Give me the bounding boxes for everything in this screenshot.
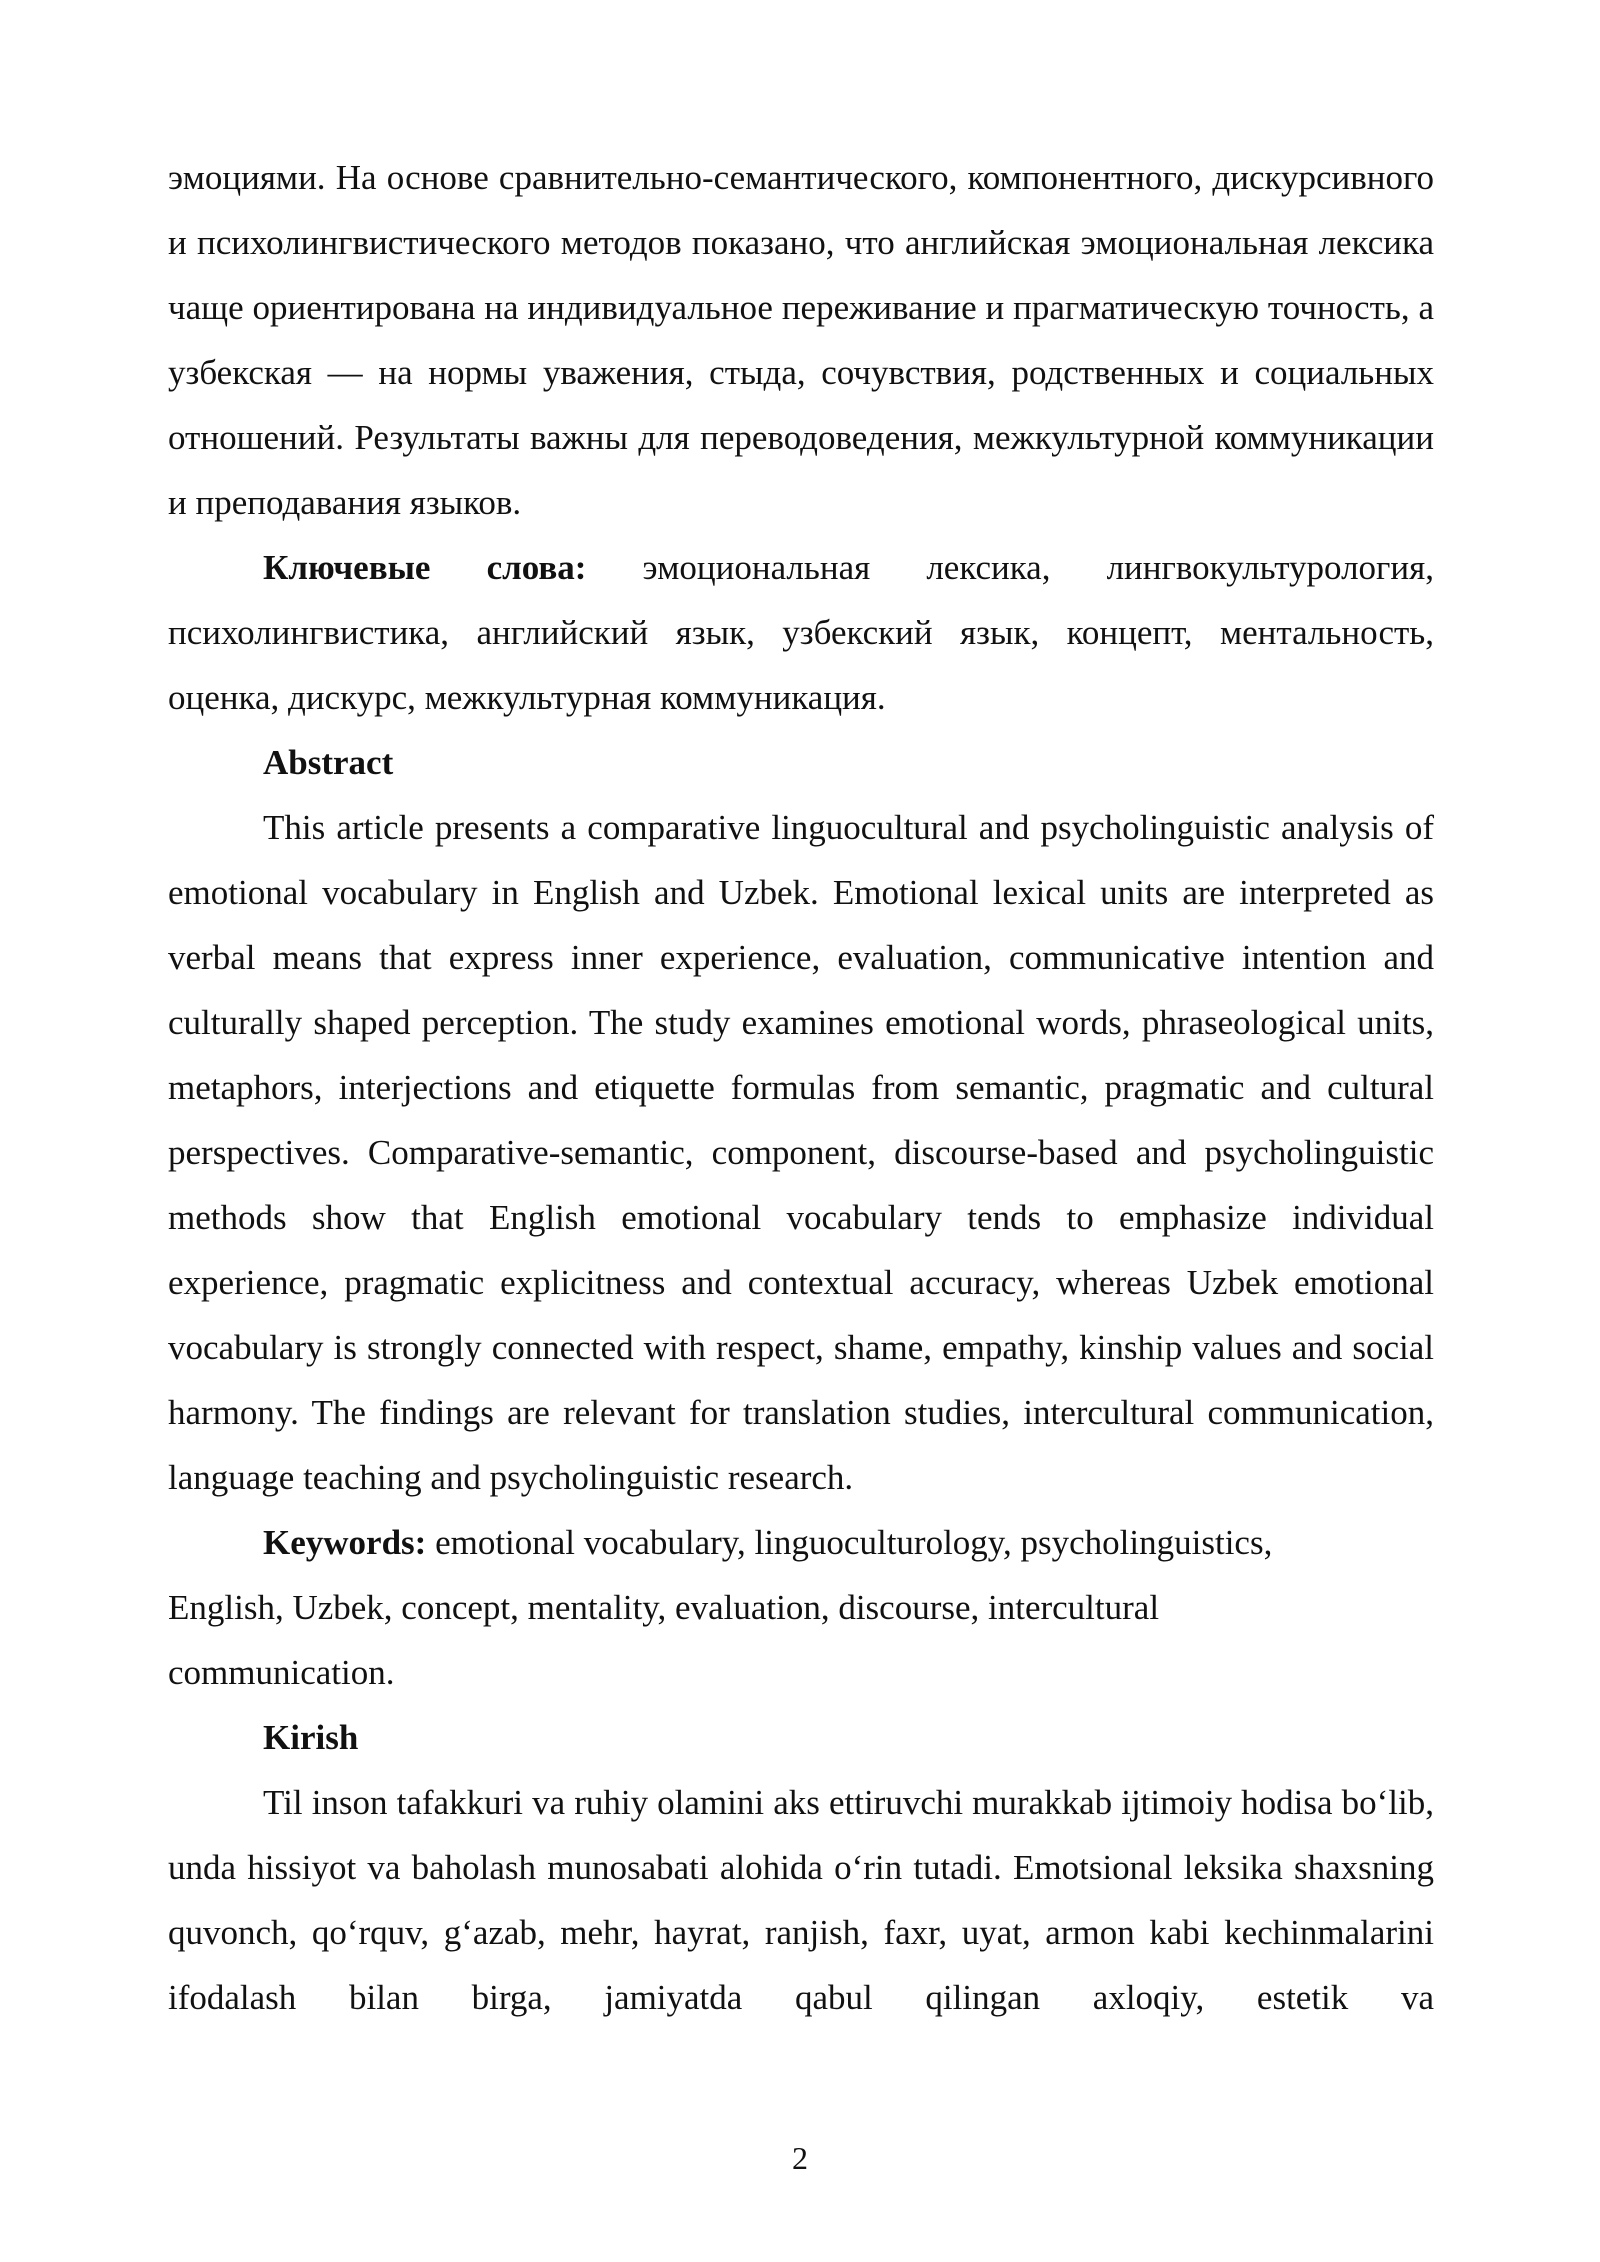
english-keywords-line-1 (168, 1510, 1434, 1575)
russian-keywords-paragraph (168, 535, 1434, 730)
document-page (168, 145, 1434, 2030)
russian-abstract-tail: эмоциями. На основе сравнительно-семантического, компонентного, дискурсивного и психолингвистического методов показано, что английская эмоциональная лексика чаще ориентирована на индивидуальное переживание и прагматическую точность, а узбекская — на нормы уважения, стыда, сочувствия, родственных и социальных отношений. Результаты важны для переводоведения, межкультурной коммуникации и преподавания языков. (168, 158, 1434, 522)
english-keywords-line-3: communication. (168, 1653, 395, 1692)
english-keywords-paragraph (168, 1510, 1434, 1705)
english-keywords-label: Keywords: (263, 1523, 427, 1562)
page-number: 2 (792, 2140, 808, 2176)
abstract-heading: Abstract (263, 743, 394, 782)
russian-keywords-text: эмоциональная лексика, лингвокультурология, психолингвистика, английский язык, узбекский язык, концепт, ментальность, оценка, дискурс, межкультурная коммуникация. (168, 548, 1434, 717)
english-keywords-text: emotional vocabulary, linguoculturology, psycholinguistics, (426, 1523, 1273, 1562)
english-abstract-paragraph: This article presents a comparative linguocultural and psycholinguistic analysis of emotional vocabulary in English and Uzbek. Emotional lexical units are interpreted as verbal means that express inner experience, evaluation, communicative intention and culturally shaped perception. The study examines emotional words, phraseological units, metaphors, interjections and etiquette formulas from semantic, pragmatic and cultural perspectives. Comparative-semantic, component, discourse-based and psycholinguistic methods show that English emotional vocabulary tends to emphasize individual experience, pragmatic explicitness and contextual accuracy, whereas Uzbek emotional vocabulary is strongly connected with respect, shame, empathy, kinship values and social harmony. The findings are relevant for translation studies, intercultural communication, language teaching and psycholinguistic research. (168, 808, 1434, 1497)
english-keywords-line-2: English, Uzbek, concept, mentality, evaluation, discourse, intercultural (168, 1588, 1160, 1627)
russian-keywords-label: Ключевые слова: (263, 548, 587, 587)
kirish-paragraph: Til inson tafakkuri va ruhiy olamini aks ettiruvchi murakkab ijtimoiy hodisa bo‘lib, unda hissiyot va baholash munosabati alohida o‘rin tutadi. Emotsional leksika shaxsning quvonch, qo‘rquv, g‘azab, mehr, hayrat, ranjish, faxr, uyat, armon kabi kechinmalarini ifodalash bilan birga, jamiyatda qabul qilingan axloqiy, estetik va (168, 1783, 1434, 2017)
kirish-heading: Kirish (263, 1718, 359, 1757)
